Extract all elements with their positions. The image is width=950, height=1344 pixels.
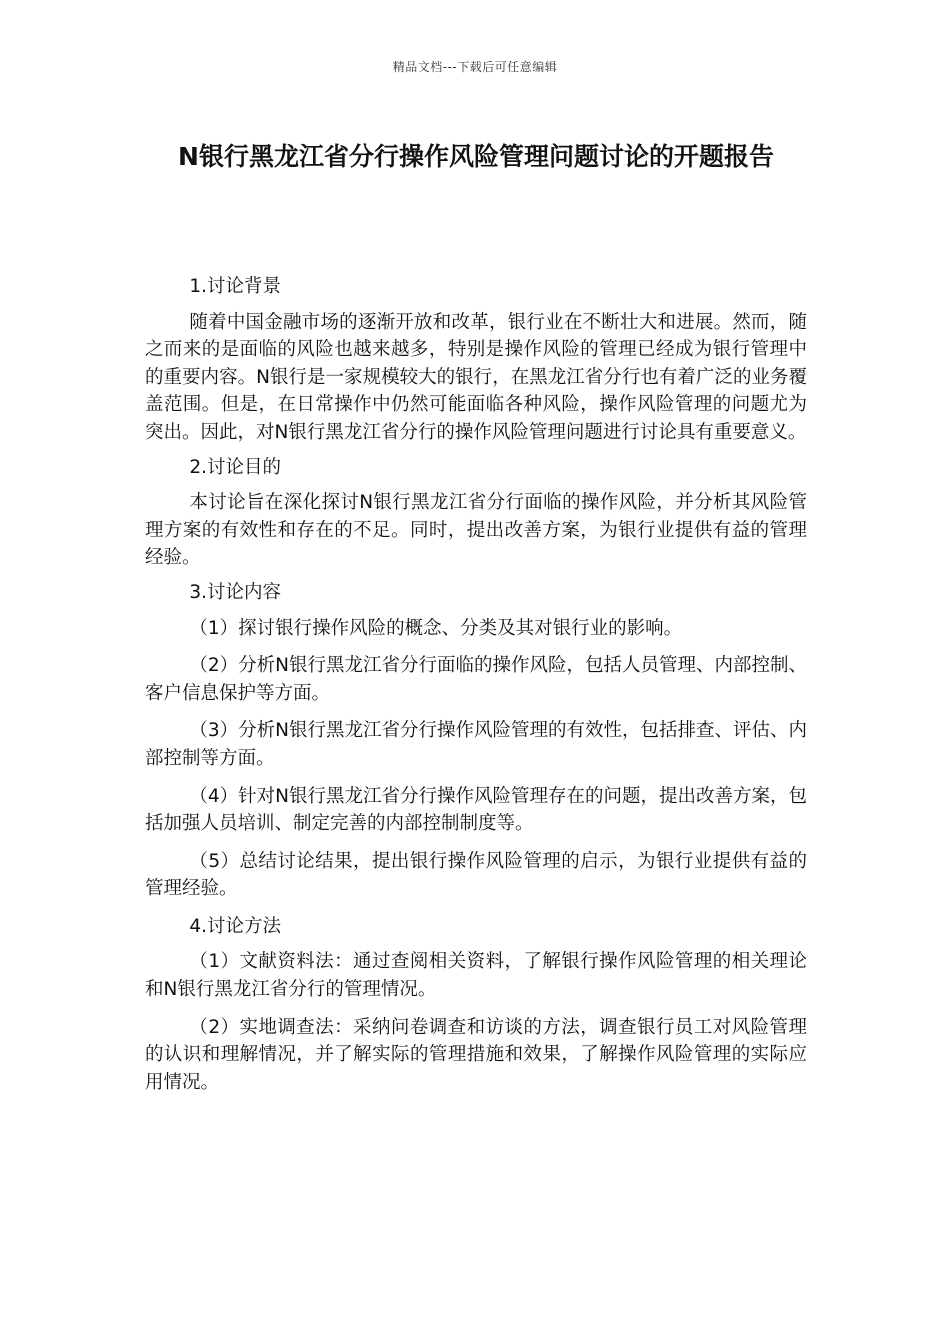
list-item: （2）实地调查法：采纳问卷调查和访谈的方法，调查银行员工对风险管理的认识和理解情况，并了解实际的管理措施和效果，了解操作风险管理的实际应用情况。 bbox=[145, 1016, 807, 1093]
page-header: 精品文档---下载后可任意编辑 bbox=[392, 60, 558, 74]
list-item: （4）针对N银行黑龙江省分行操作风险管理存在的问题，提出改善方案，包括加强人员培训、制定完善的内部控制制度等。 bbox=[145, 785, 808, 835]
document-body bbox=[145, 273, 807, 1106]
list-item: （1）探讨银行操作风险的概念、分类及其对银行业的影响。 bbox=[189, 617, 683, 639]
document-title: N银行黑龙江省分行操作风险管理问题讨论的开题报告 bbox=[178, 142, 774, 171]
section-heading: 3.讨论内容 bbox=[189, 581, 282, 603]
list-item: （2）分析N银行黑龙江省分行面临的操作风险，包括人员管理、内部控制、客户信息保护等方面。 bbox=[145, 655, 808, 704]
paragraph: 本讨论旨在深化探讨N银行黑龙江省分行面临的操作风险，并分析其风险管理方案的有效性和存在的不足。同时，提出改善方案，为银行业提供有益的管理经验。 bbox=[145, 492, 807, 569]
list-item: （3）分析N银行黑龙江省分行操作风险管理的有效性，包括排查、评估、内部控制等方面。 bbox=[145, 720, 808, 769]
list-item: （5）总结讨论结果，提出银行操作风险管理的启示，为银行业提供有益的管理经验。 bbox=[145, 850, 807, 900]
section-heading: 4.讨论方法 bbox=[189, 915, 282, 937]
paragraph: 随着中国金融市场的逐渐开放和改革，银行业在不断壮大和进展。然而，随之而来的是面临的风险也越来越多，特别是操作风险的管理已经成为银行管理中的重要内容。N银行是一家规模较大的银行，在黑龙江省分行也有着广泛的业务覆盖范围。但是，在日常操作中仍然可能面临各种风险，操作风险管理的问题尤为突出。因此，对N银行黑龙江省分行的操作风险管理问题进行讨论具有重要意义。 bbox=[145, 311, 807, 443]
section-heading: 1.讨论背景 bbox=[189, 276, 282, 297]
section-heading: 2.讨论目的 bbox=[189, 456, 282, 478]
list-item: （1）文献资料法：通过查阅相关资料，了解银行操作风险管理的相关理论和N银行黑龙江省分行的管理情况。 bbox=[145, 951, 807, 1001]
